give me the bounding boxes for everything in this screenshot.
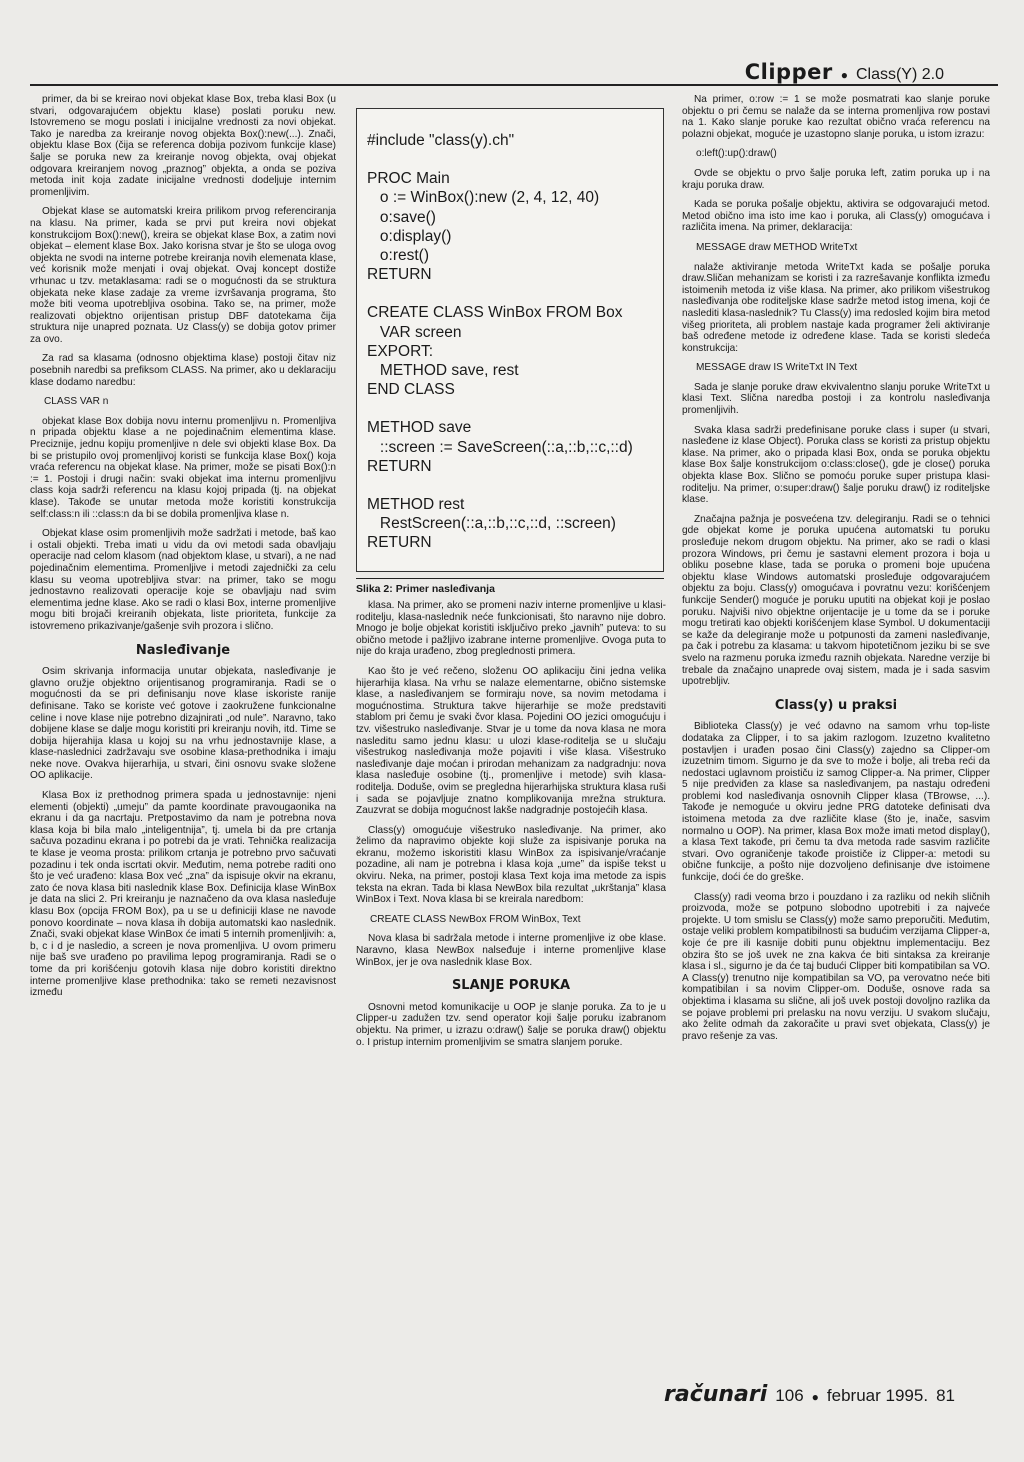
paragraph: Objekat klase osim promenljivih može sadržati i metode, baš kao i ostali objekti. Treba imati u vidu da ovi metodi sada obavljaju operacije nad celom klasom (nad objektom klase, u stvari), a ne nad pojedinačnim elementima. Promenljive i metodi zajednički za celu klasu su veoma upotrebljiva stvar: na primer, tako se mogu jednostavno realizovati operacije koje se obavljaju nad svim elementima jedne klase. Ako se radi o klasi Box, interne promenljive mogu biti brojači kreiranih objekata, liste prioriteta, funkcije za istovremeno prikazivanje/gašenje svih prozora i slično.: [30, 528, 336, 632]
code-line: #include "class(y).ch": [367, 132, 515, 149]
code-line: RETURN: [367, 534, 432, 552]
paragraph: nalaže aktiviranje metoda WriteTxt kada se pošalje poruka draw.Sličan mehanizam se koristi i za razrešavanje konflikta između istoimenih metoda iz više klasa. Na primer, ako prilikom višestrukog nasleđivanja obe roditeljske klase sadrže metod istog imena, koji će naslediti klasa-naslednik? Tu Class(y) ima redosled kojim bira metod višeg prioriteta, ali problem nastaje kada programer želi aktiviranje baš određene metode iz određene klase. Tada se koristi sledeća konstrukcija:: [682, 261, 990, 354]
code-line: CREATE CLASS WinBox FROM Box: [367, 304, 623, 322]
code-line: METHOD rest: [367, 496, 465, 514]
paragraph: primer, da bi se kreirao novi objekat klase Box, treba klasi Box (u stvari, odgovarajućem objektu klase) poslati poruku new. Istovremeno se mogu poslati i inicijalne vrednosti za novi objekat. Tako je naredba za kreiranje novog objekta Box():new(...). Znači, objektu klase Box (čija se referenca dobija pozivom funkcije klase) šalje se poruka new za kreiranje novog objekta, ovaj objekat odgovara kreiranjem novog „praznog” objekta, a onda se poziva metoda init koja zadate inicijalne vrednosti dodeljuje internim promenljivim.: [30, 94, 336, 198]
code-line: o:left():up():draw(): [696, 148, 777, 160]
code-line: METHOD save, rest: [367, 362, 519, 380]
paragraph: Kada se poruka pošalje objektu, aktivira se odgovarajući metod. Metod obično ima isto ime kao i poruka, ali Class(y) omogućava i različita imena. Na primer, deklaracija:: [682, 199, 990, 234]
paragraph: Objekat klase se automatski kreira prilikom prvog referenciranja na klasu. Na primer, kada se prvi put kreira novi objekat konstrukcijom Box():new(), kreira se objekat klase Box, a zatim novi objekat – element klase Box. Jako korisna stvar je što se uloga ovog objekta ne svodi na interne potrebe kreiranja novih elemenata klase, već korisnik može menjati i ovaj objekat. Ovaj koncept dostiže vrhunac u tzv. metaklasama: radi se o mogućnosti da se struktura objekata neke klase zadaje za vreme izvršavanja programa, što može biti veoma upotrebljiva osobina. Tako se, na primer, može realizovati objektno orijentisan pristup DBF datotekama čija struktura nije unapred poznata. Uz Class(y) se dobija gotov primer za ovo.: [30, 206, 336, 345]
paragraph: Sada je slanje poruke draw ekvivalentno slanju poruke WriteTxt u klasi Text. Slična naredba postoji i za kontrolu nasleđivanja promenljivih.: [682, 381, 990, 417]
header-rule: [30, 84, 998, 86]
figure-caption: Slika 2: Primer nasleđivanja: [356, 578, 664, 595]
code-line: PROC Main: [367, 170, 450, 188]
page-number: 81: [936, 1386, 955, 1405]
issue-date: februar 1995.: [826, 1386, 929, 1405]
header-brand: Clipper: [744, 60, 833, 84]
code-line: o:rest(): [367, 247, 430, 265]
code-line: MESSAGE draw METHOD WriteTxt: [696, 241, 858, 253]
magazine-name: računari: [664, 1382, 768, 1407]
paragraph: Class(y) radi veoma brzo i pouzdano i za razliku od nekih sličnih proizvoda, može se potpuno slobodno upotrebiti i za najveće projekte. U tom smislu se Class(y) može samo preporučiti. Međutim, ostaje veliki problem kompatibilnosti sa budućim verzijama Clipper-a, koje će pre ili kasnije dobiti punu objektnu implementaciju. Bez obzira što se još uvek ne zna kakva će biti sintaksa za kreiranje klasa i sl., sigurno je da će taj budući Clipper biti kompatibilan sa VO. A Class(y) trenutno nije kompatibilan sa VO, pa verovatno neće biti kompatibilan i sa novim Clipper-om. Doduše, osnove rada sa objektima i klasama su slične, ali još uvek postoji dovoljno razlika da se pojave problemi pri prelasku na novu verziju. U svakom slučaju, ako želite odmah da zakoračite u pravi svet objekata, Class(y) je pravo rešenje za vas.: [682, 891, 991, 1042]
paragraph: objekat klase Box dobija novu internu promenljivu n. Promenljiva n pripada objektu klase a ne pojedinačnim elementima klase. Preciznije, jednu kopiju promenljive n dele svi objekti klase Box. Da bi se pristupilo ovoj promenljivoj koristi se funkcija klase Box() koja vraća referencu na objekat klase. Na primer, može se pisati Box():n := 1. Postoji i drugi način: svaki objekat ima internu promenljivu class koja sadrži referencu na klasu kojoj pripada (tj. na objekat klase). Takođe se unutar metoda može koristiti konstrukcija self:class:n ili ::class:n da bi se dobila promenljiva klase n.: [30, 415, 336, 520]
code-line: MESSAGE draw IS WriteTxt IN Text: [696, 362, 858, 374]
paragraph: Svaka klasa sadrži predefinisane poruke class i super (u stvari, nasleđene iz klase Object). Poruka class se koristi za pristup objektu klase. Na primer, ako o pripada klasi Box, onda se poruka objektu klase Box šalje konstrukcijom o:class:close(), gde je close() poruka objekta klase Box. Slično se pomoću poruke super pristupa klasi-roditelju. Na primer, o:super:draw() šalje poruku draw() iz roditeljske klase.: [682, 424, 990, 506]
paragraph: Osim skrivanja informacija unutar objekata, nasleđivanje je glavno oružje objektno orijentisanog programiranja. Radi se o mogućnosti da se pri definisanju nove klase iskoriste ranije definisane. Tako se koriste već gotove i zaokružene funkcionalne celine i nove klase nije potrebno dizajnirati „od nule”. Naravno, tako dobijene klase se dalje mogu koristiti pri kreiranju novih, itd. Time se dobija hijerahija klasa u kojoj su na vrhu jednostavnije klase, a klase-naslednici zadržavaju sve osobine klasa-prethodnika i imaju neke nove. Ovakva hijerarhija, u stvari, čini osnovu svake složene OO aplikacije.: [30, 666, 336, 782]
paragraph: Klasa Box iz prethodnog primera spada u jednostavnije: njeni elementi (objekti) „umeju” da pamte koordinate pravougaonika na ekranu i da ga nacrtaju. Pretpostavimo da nam je potrebna nova klasa koja bi bila malo „inteligentnija”, tj. umela bi da pre crtanja sačuva pozadinu ekrana i po potrebi da je vrati. Tehnička realizacija te klase je veoma prosta: prilikom crtanja je potrebno prvo sačuvati pozadinu i tek onda iscrtati okvir. Međutim, nema potrebe raditi ono što je već urađeno: klasa Box već „zna” da ispisuje okvir na ekranu, zato će nova klasa biti naslednik klase Box. Definicija klase WinBox je data na slici 2. Pri kreiranju je naznačeno da ova klasa nasleđuje klasu Box (opcija FROM Box), pa u se u definiciji klase ne navode ponovo koordinate – nova klasa ih dobija automatski kao naslednik. Znači, svaki objekat klase WinBox će imati 5 internih promenljivih: a, b, c i d je nasledio, a screen je nova promenljiva. U ovom primeru nije baš sve urađeno po pravilima lepog programiranja. Radi se o tome da pri korišćenju gotovih klasa nije dobro koristiti direktno interne promenljive klase prethodnika: tako se remeti nezavisnost između: [30, 790, 336, 999]
code-line: ::screen := SaveScreen(::a,::b,::c,::d): [367, 438, 633, 456]
header-section: Class(Y) 2.0: [855, 66, 944, 83]
code-line: o:save(): [367, 208, 436, 226]
bullet-icon: ●: [840, 68, 848, 82]
bullet-icon: ●: [811, 1390, 819, 1404]
code-line: METHOD save: [367, 419, 472, 437]
code-line: END CLASS: [367, 381, 455, 399]
column-right: [682, 94, 990, 1050]
column-left: [30, 94, 336, 1007]
code-line: CLASS VAR n: [44, 396, 109, 408]
paragraph: Ovde se objektu o prvo šalje poruka left, zatim poruka up i na kraju poruka draw.: [682, 167, 990, 191]
code-listing: [356, 108, 664, 572]
column-middle: [356, 600, 666, 1056]
code-line: RestScreen(::a,::b,::c,::d, ::screen): [367, 515, 616, 533]
code-line: EXPORT:: [367, 342, 434, 360]
paragraph: Kao što je već rečeno, složenu OO aplikaciju čini jedna velika hijerarhija klasa. Na vrhu se nalaze elementarne, obično sistemske klase, a nasleđivanjem se formiraju nove, sa novim metodama i mogućnostima. Struktura takve hijerarhije se može predstaviti stablom pri čemu je svaki čvor klasa. Pojedini OO jezici omogućuju i tzv. višestruko nasleđivanje. Stvar je u tome da nova klasa ne mora nasleditu samo jednu klasu: u ulozi klase-roditelja se u slučaju višestrukog nasleđivanja može pojaviti i više klasa. Višestruko nasleđivanje daje moćan i prirodan mehanizam za nadgradnju: nova klasa nasleđuje osobine (tj., promenljive i metode) svih klasa-roditelja. Doduše, ovim se pregledna hijerarhijska struktura klasa ruši i sada se pojavljuje znatno komplikovanija mrežna struktura. Zauzvrat se dobija mogućnost lakše nadgradnje postojećih klasa.: [356, 665, 666, 817]
paragraph: Nova klasa bi sadržala metode i interne promenljive iz obe klase. Naravno, klasa NewBox nalseđuje i interne promenljive klase WinBox, jer je ova naslednik klase Box.: [356, 933, 666, 968]
paragraph: Značajna pažnja je posvećena tzv. delegiranju. Radi se o tehnici gde objekat kome je poruka upućena automatski tu poruku prosleđuje nekom drugom objektu. Na primer, ako se radi o klasi prozora Windows, pri čemu je sastavni element prozora i boja u obliku posebne klase, tada se poruka o promeni boje upućena objektu klase Windows automatski prosleđuje odgovarajućem objektu za boju. Class(y) omogućava i povratnu vezu: korišćenjem funkcije Sender() moguće je poruku uputiti na objekat koji je poslao poruku. Najviši nivo objektne orijentacije je u tome da se i poruke mogu tretirati kao objekti korišćenjem klase Symbol. U dokumentaciji se kaže da delegiranje može u potpunosti da zameni nasleđivanje, pa čak i potrebu za klasama: u takvom hipotetičnom jeziku bi se sve svelo na razmenu poruka između raznih objekata. Naredne verzije bi trebale da značajno unaprede ovaj sistem, mada je i sada sasvim upotrebljiv.: [682, 513, 990, 688]
code-line: CREATE CLASS NewBox FROM WinBox, Text: [370, 913, 581, 925]
paragraph: Class(y) omogućuje višestruko nasleđivanje. Na primer, ako želimo da napravimo objekte koji služe za ispisivanje poruka na ekranu, možemo iskoristiti klasu WinBox za ispisivanje/vraćanje pozadine, ali nam je potrebna i klasa koja „ume” da ispiše tekst u okviru. Neka, na primer, postoji klasa Text koja ima metode za ispis teksta na ekran. Tada bi klasa NewBox bila rezultat „ukrštanja” klasa WinBox i Text. Nova klasa bi se kreirala naredbom:: [356, 824, 666, 906]
section-heading: SLANJE PORUKA: [451, 978, 571, 994]
code-line: RETURN: [367, 457, 432, 475]
code-line: o := WinBox():new (2, 4, 12, 40): [367, 189, 600, 207]
section-heading: Nasleđivanje: [135, 642, 231, 658]
page-header: [745, 60, 944, 84]
code-line: RETURN: [367, 266, 432, 284]
code-line: VAR screen: [367, 323, 462, 341]
paragraph: Osnovni metod komunikacije u OOP je slanje poruka. Za to je u Clipper-u zadužen tzv. send operator koji šalje poruku izabranom objektu. Na primer, u izrazu o:draw() šalje se poruka draw() objektu o. I pristup internim promenljivim se smatra slanjem poruke.: [356, 1001, 666, 1048]
paragraph: Za rad sa klasama (odnosno objektima klase) postoji čitav niz posebnih naredbi sa prefiksom CLASS. Na primer, ako u deklaraciju klase dodamo naredbu:: [30, 353, 336, 388]
paragraph: Biblioteka Class(y) je već odavno na samom vrhu top-liste dodataka za Clipper, i to sa jakim razlogom. Izuzetno kvalitetno postavljen i urađen posao čini Class(y) zajedno sa Clipper-om izuzetnim timom. Sigurno je da sve to može i bolje, ali treba reći da nedostaci uglavnom proističu iz samog Clipper-a. Na primer, Clipper 5 nije predviđen za klase sa nasleđivanjem, pa nastaju određeni problemi kod nasleđivanja osnovnih Clipper klasa (TBrowse, ...). Takođe je nemoguće u okviru jedne PRG datoteke definisati dva istoimena metoda za dve različite klase (što je, inače, sasvim normalno u OOP). Na primer, klasa Box može imati metod display(), a klasa Text takođe, pri čemu ta dva metoda rade sasvim različite stvari. Ovo ograničenje takođe proističe iz Clipper-a: metodi su obične funkcije, a pošto nije dozvoljeno definisanje dve istoimene funkcije, doći će do greške.: [682, 721, 990, 884]
code-line: o:display(): [367, 227, 452, 245]
section-heading: Class(y) u praksi: [774, 697, 898, 713]
paragraph: klasa. Na primer, ako se promeni naziv interne promenljive u klasi-roditelju, klasa-naslednik neće funkcionisati, što naravno nije dobro. Mnogo je bolje objekat koristiti isključivo preko „javnih” puteva: to su obično metode i pažljivo izabrane interne promenljive. Ovoga puta to nije do kraja urađeno, zbog preglednosti primera.: [356, 600, 666, 658]
issue-number: 106: [775, 1386, 804, 1405]
paragraph: Na primer, o:row := 1 se može posmatrati kao slanje poruke objektu o pri čemu se nalaže da se interna promenljiva row postavi na 1. Kako slanje poruke kao rezultat obično vraća referencu na polazni objekat, moguće je uzastopno slanje poruka, u istom izrazu:: [682, 94, 990, 140]
page-footer: [664, 1382, 955, 1407]
